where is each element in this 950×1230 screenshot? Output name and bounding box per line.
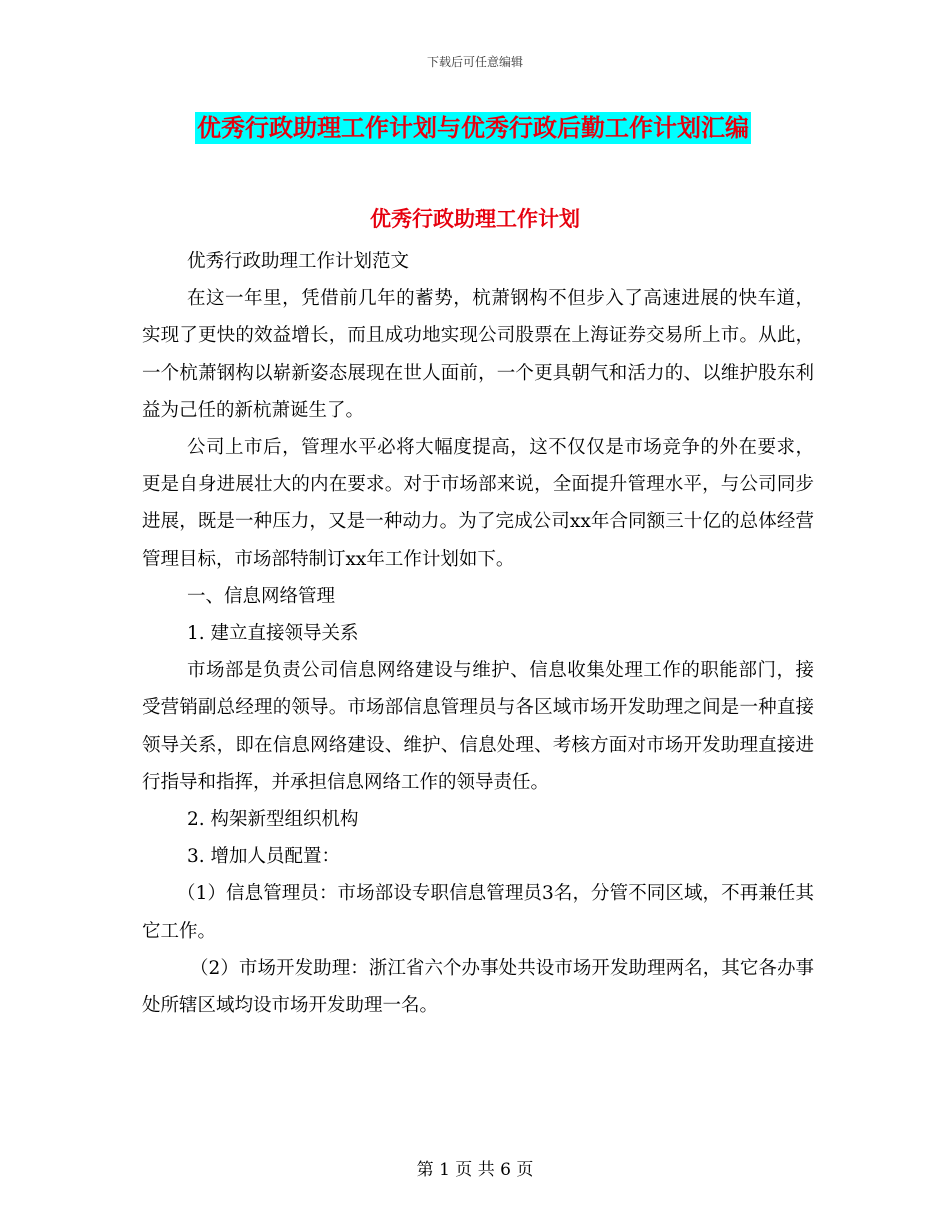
section-title: 优秀行政助理工作计划 (370, 206, 580, 231)
paragraph: 在这一年里，凭借前几年的蓄势，杭萧钢构不但步入了高速进展的快车道，实现了更快的效益增长，而且成功地实现公司股票在上海证券交易所上市。从此，一个杭萧钢构以崭新姿态展现在世人面前，一个更具朝气和活力的、以维护股东利益为己任的新杭萧诞生了。 (142, 288, 814, 421)
paragraph-heading: 优秀行政助理工作计划范文 (187, 251, 410, 272)
list-item: 1. 建立直接领导关系 (187, 623, 359, 645)
document-body (142, 243, 814, 1024)
list-item: （2）市场开发助理：浙江省六个办事处共设市场开发助理两名，其它各办事处所辖区域均设市场开发助理一名。 (142, 957, 814, 1017)
paragraph: 市场部是负责公司信息网络建设与维护、信息收集处理工作的职能部门，接受营销副总经理的领导。市场部信息管理员与各区域市场开发助理之间是一种直接领导关系，即在信息网络建设、维护、信息处理、考核方面对市场开发助理直接进行指导和指挥，并承担信息网络工作的领导责任。 (142, 660, 814, 793)
list-item: 2. 构架新型组织机构 (187, 809, 359, 831)
list-item: （1）信息管理员：市场部设专职信息管理员3名，分管不同区域，不再兼任其它工作。 (142, 883, 814, 942)
page-footer: 第 1 页 共 6 页 (416, 1160, 534, 1180)
section-heading: 一、信息网络管理 (187, 585, 336, 607)
header-note: 下载后可任意编辑 (426, 55, 523, 69)
paragraph: 公司上市后，管理水平必将大幅度提高，这不仅仅是市场竞争的外在要求，更是自身进展壮大的内在要求。对于市场部来说，全面提升管理水平，与公司同步进展，既是一种压力，又是一种动力。为了完成公司xx年合同额三十亿的总体经营管理目标，市场部特制订xx年工作计划如下。 (142, 437, 814, 570)
list-item: 3. 增加人员配置： (187, 846, 341, 868)
document-title: 优秀行政助理工作计划与优秀行政后勤工作计划汇编 (197, 113, 749, 142)
